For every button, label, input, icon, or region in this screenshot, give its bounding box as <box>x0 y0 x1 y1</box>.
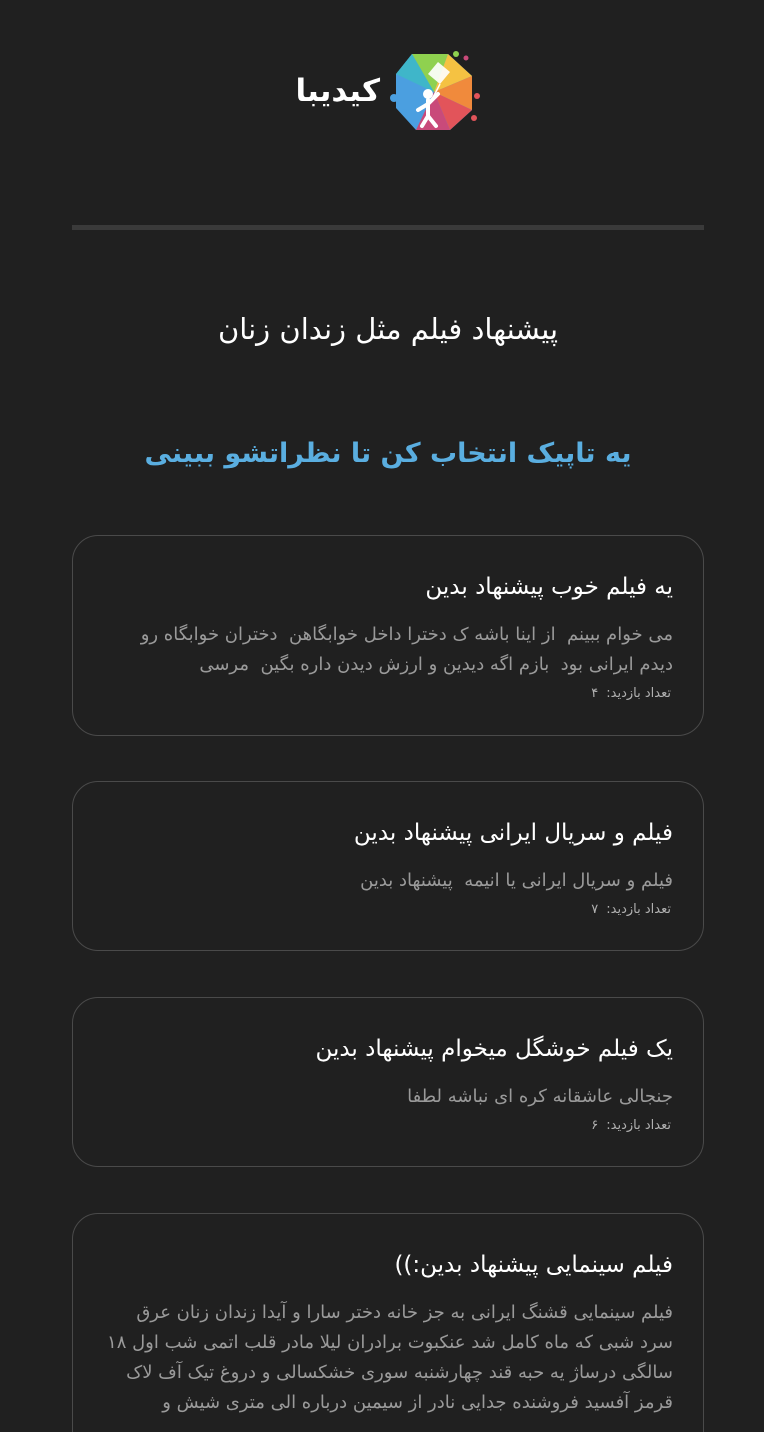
page-title: پیشنهاد فیلم مثل زندان زنان <box>217 312 559 346</box>
topic-excerpt: فیلم سینمایی قشنگ ایرانی به جز خانه دختر سارا و آیدا زندان زنان عرق سرد شبی که ماه کامل شد عنکبوت برادران لیلا مادر قلب اتمی شب اول ۱۸ سالگی درساژ یه حبه قند چهارشنبه سوری خشکسالی و دروغ تیک آف لاک قرمز آفسید فروشنده جدایی نادر از سیمین درباره الی متری شیش و <box>101 1302 673 1413</box>
topic-title[interactable]: یک فیلم خوشگل میخوام پیشنهاد بدین <box>315 1036 673 1062</box>
view-count-label: تعداد بازدید: <box>606 1118 671 1133</box>
divider <box>72 225 704 230</box>
view-count-value: ۷ <box>591 902 599 917</box>
view-count <box>103 900 673 920</box>
view-count-label: تعداد بازدید: <box>606 686 671 701</box>
topic-card[interactable] <box>72 781 704 951</box>
topic-title[interactable]: فیلم و سریال ایرانی پیشنهاد بدین <box>353 820 673 846</box>
section-subtitle: یه تاپیک انتخاب کن تا نظراتشو ببینی <box>144 438 632 469</box>
view-count <box>103 684 673 704</box>
header <box>0 0 764 180</box>
view-count <box>103 1116 673 1136</box>
view-count-value: ۶ <box>591 1118 599 1133</box>
brand-name[interactable]: کیدیبا <box>295 73 380 109</box>
topic-card[interactable] <box>72 997 704 1167</box>
topic-title[interactable]: فیلم سینمایی پیشنهاد بدین:)) <box>394 1252 673 1278</box>
topic-excerpt: جنجالی عاشقانه کره ای نباشه لطفا <box>407 1086 673 1107</box>
topic-excerpt: می خوام ببینم از اینا باشه ک دخترا داخل خوابگاهن دختران خوابگاه رو دیدم ایرانی بود بازم اگه دیدین و ارزش دیدن داره بگین مرسی <box>134 624 673 675</box>
topic-card[interactable] <box>72 1213 704 1432</box>
topic-title[interactable]: یه فیلم خوب پیشنهاد بدین <box>425 574 673 600</box>
topic-card[interactable] <box>72 535 704 736</box>
view-count-value: ۴ <box>591 686 599 701</box>
topic-excerpt: فیلم و سریال ایرانی یا انیمه پیشنهاد بدین <box>360 870 673 891</box>
view-count-label: تعداد بازدید: <box>606 902 671 917</box>
